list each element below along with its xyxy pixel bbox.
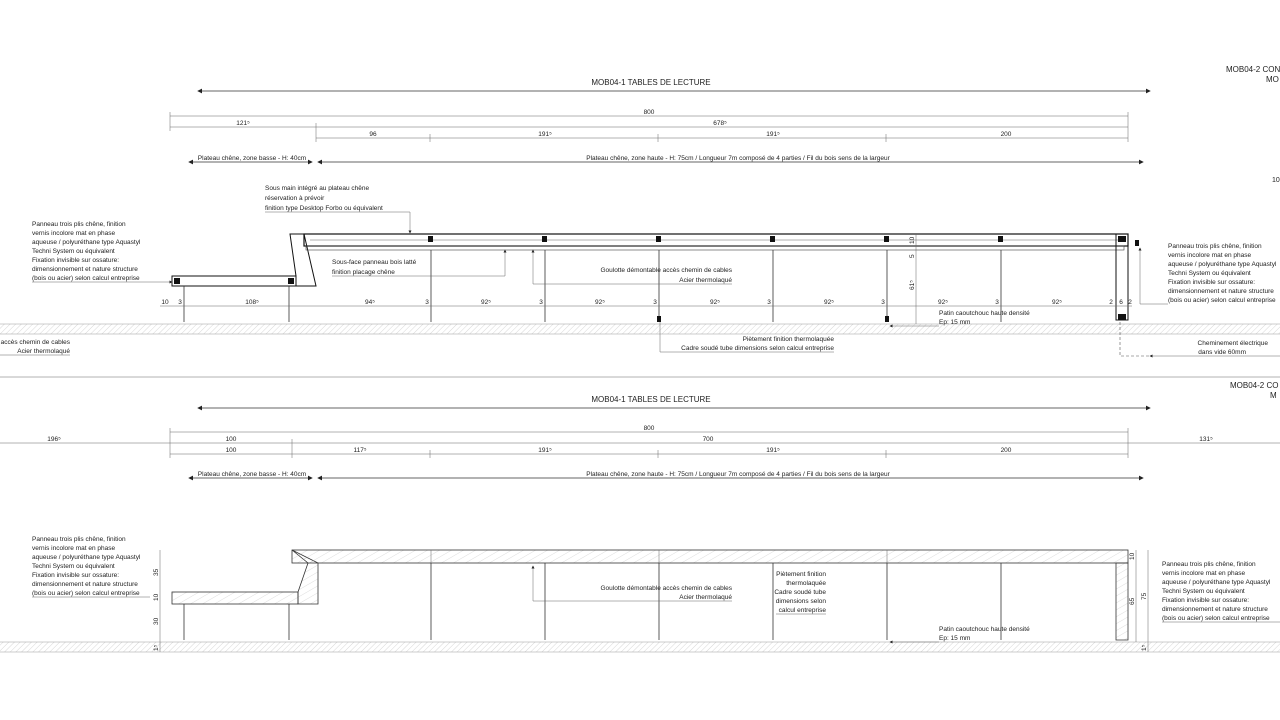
svg-text:3: 3 [767,299,771,306]
svg-text:thermolaquée: thermolaquée [786,580,826,587]
top-dim-b-3: 200 [1000,131,1012,138]
svg-text:Sous-face panneau bois latté: Sous-face panneau bois latté [332,259,417,266]
note-sous-main [265,185,410,233]
svg-text:dimensionnement et nature stru: dimensionnement et nature structure [1162,606,1268,613]
bottom-note-panneau-right [1162,561,1280,622]
svg-text:Acier thermolaqué: Acier thermolaqué [679,594,732,601]
svg-text:aqueuse / polyuréthane type Aq: aqueuse / polyuréthane type Aquastyl [1162,579,1271,586]
svg-text:1⁵: 1⁵ [153,644,160,651]
bottom-dim-left-outer: 196⁵ [47,436,61,443]
bottom-note-patin [890,626,1030,642]
top-dim-a-right: 678⁵ [713,120,727,127]
svg-text:2: 2 [1109,299,1113,306]
svg-text:dimensionnement et nature stru: dimensionnement et nature structure [32,581,138,588]
svg-text:(bois ou acier) selon calcul e: (bois ou acier) selon calcul entreprise [32,590,140,597]
bottom-note-panneau-left [32,536,150,597]
bottom-dim-total: 800 [643,425,655,432]
svg-text:calcul entreprise: calcul entreprise [778,607,826,614]
svg-text:Acier thermolaqué: Acier thermolaqué [679,277,732,284]
svg-text:92⁵: 92⁵ [595,299,605,306]
svg-text:aqueuse / polyuréthane type Aq: aqueuse / polyuréthane type Aquastyl [32,554,141,561]
svg-text:finition type Desktop Forbo ou: finition type Desktop Forbo ou équivalent [265,205,383,212]
svg-text:Techni System ou équivalent: Techni System ou équivalent [1162,588,1245,595]
svg-text:3: 3 [425,299,429,306]
svg-text:Cheminement électrique: Cheminement électrique [1197,340,1268,347]
svg-text:108⁵: 108⁵ [245,299,259,306]
svg-text:3: 3 [178,299,182,306]
top-note-left-edge [0,339,71,355]
svg-text:Techni System ou équivalent: Techni System ou équivalent [1168,270,1251,277]
top-dim-total: 800 [643,109,655,116]
bottom-title: MOB04-1 TABLES DE LECTURE [591,395,711,404]
svg-text:Ep: 15 mm: Ep: 15 mm [939,319,971,326]
top-v-dim-10: 10 [909,236,916,244]
top-dim-b-2: 191⁵ [766,131,780,138]
svg-text:Panneau trois plis chêne, fini: Panneau trois plis chêne, finition [1162,561,1256,568]
bottom-dim-b-4: 200 [1000,447,1012,454]
svg-text:3: 3 [653,299,657,306]
top-dim-a-left: 121⁵ [236,120,250,127]
top-dim-b-0: 96 [369,131,377,138]
svg-text:accès chemin de cables: accès chemin de cables [0,339,70,346]
svg-text:Patin caoutchouc haute densité: Patin caoutchouc haute densité [939,310,1030,317]
bottom-dim-b-3: 191⁵ [766,447,780,454]
bottom-v-dims-left [153,550,160,652]
svg-text:75: 75 [1141,592,1148,600]
bottom-note-pietement [774,571,826,614]
bottom-dim-b-2: 191⁵ [538,447,552,454]
svg-text:92⁵: 92⁵ [481,299,491,306]
bottom-dim-a-left: 100 [225,436,237,443]
svg-text:Fixation invisible sur ossatur: Fixation invisible sur ossature: [32,572,120,579]
top-section [0,65,1280,356]
top-right-title-2: MO [1266,75,1279,84]
svg-text:94⁵: 94⁵ [365,299,375,306]
top-right-title-1: MOB04-2 CON [1226,65,1280,74]
top-zone-high: Plateau chêne, zone haute - H: 75cm / Longueur 7m composé de 4 parties / Fil du bois sens de la largeur [586,155,890,162]
top-dims-row [160,299,1132,306]
svg-text:2: 2 [1128,299,1132,306]
svg-text:finition placage chêne: finition placage chêne [332,269,395,276]
svg-text:dans vide 60mm: dans vide 60mm [1198,349,1246,356]
bottom-right-title-1: MOB04-2 CO [1230,381,1279,390]
svg-text:35: 35 [153,568,160,576]
svg-text:Piètement finition thermolaqué: Piètement finition thermolaquée [742,336,834,343]
svg-text:(bois ou acier) selon calcul e: (bois ou acier) selon calcul entreprise [32,275,140,282]
svg-text:aqueuse / polyuréthane type Aq: aqueuse / polyuréthane type Aquastyl [32,239,141,246]
top-zone-low: Plateau chêne, zone basse - H: 40cm [197,155,307,162]
top-note-panneau-left [32,221,172,282]
svg-text:1⁵: 1⁵ [1141,644,1148,651]
svg-text:6: 6 [1119,299,1123,306]
svg-text:3: 3 [539,299,543,306]
svg-text:vernis incolore mat en phase: vernis incolore mat en phase [32,545,116,552]
svg-text:10: 10 [1129,552,1136,560]
svg-text:dimensionnement et nature stru: dimensionnement et nature structure [1168,288,1274,295]
svg-text:Techni System ou équivalent: Techni System ou équivalent [32,248,115,255]
top-note-panneau-right [1140,243,1277,304]
svg-text:Patin caoutchouc haute densité: Patin caoutchouc haute densité [939,626,1030,633]
top-note-sous-face [332,250,505,276]
svg-text:dimensions selon: dimensions selon [775,598,826,605]
svg-text:Fixation invisible sur ossatur: Fixation invisible sur ossature: [1162,597,1250,604]
svg-text:Fixation invisible sur ossatur: Fixation invisible sur ossature: [1168,279,1256,286]
top-note-patin [890,310,1030,326]
bottom-v-dims-right [1129,550,1148,652]
svg-text:Ep: 15 mm: Ep: 15 mm [939,635,971,642]
svg-text:réservation à prévoir: réservation à prévoir [265,195,325,202]
bottom-dim-right-outer: 131⁵ [1199,436,1213,443]
top-table-structure [172,234,1139,322]
svg-text:92⁵: 92⁵ [1052,299,1062,306]
svg-text:92⁵: 92⁵ [710,299,720,306]
top-dim-b-1: 191⁵ [538,131,552,138]
svg-text:Techni System ou équivalent: Techni System ou équivalent [32,563,115,570]
svg-text:92⁵: 92⁵ [824,299,834,306]
svg-text:(bois ou acier) selon calcul e: (bois ou acier) selon calcul entreprise [1162,615,1270,622]
top-title: MOB04-1 TABLES DE LECTURE [591,78,711,87]
bottom-zone-high: Plateau chêne, zone haute - H: 75cm / Longueur 7m composé de 4 parties / Fil du bois sens de la largeur [586,471,890,478]
svg-text:dimensionnement et nature stru: dimensionnement et nature structure [32,266,138,273]
svg-text:Cadre soudé tube dimensions se: Cadre soudé tube dimensions selon calcul entreprise [681,345,834,352]
svg-text:Goulotte démontable accès chem: Goulotte démontable accès chemin de cables [600,585,732,592]
svg-text:Acier thermolaqué: Acier thermolaqué [17,348,70,355]
svg-text:Panneau trois plis chêne, fini: Panneau trois plis chêne, finition [1168,243,1262,250]
svg-text:10: 10 [161,299,169,306]
svg-text:10: 10 [153,593,160,601]
svg-text:92⁵: 92⁵ [938,299,948,306]
svg-text:vernis incolore mat en phase: vernis incolore mat en phase [1168,252,1252,259]
svg-text:vernis incolore mat en phase: vernis incolore mat en phase [1162,570,1246,577]
top-right-edge-num: 10 [1272,177,1280,184]
svg-text:Piètement finition: Piètement finition [776,571,826,578]
svg-text:3: 3 [995,299,999,306]
top-v-dim-5: 5 [909,254,916,258]
svg-text:(bois ou acier) selon calcul e: (bois ou acier) selon calcul entreprise [1168,297,1276,304]
bottom-zone-low: Plateau chêne, zone basse - H: 40cm [197,471,307,478]
bottom-dim-b-0: 100 [225,447,237,454]
bottom-dim-b-1: 117⁵ [353,447,367,454]
svg-text:30: 30 [153,617,160,625]
svg-text:Sous main intégré au plateau c: Sous main intégré au plateau chêne [265,185,370,192]
top-v-dim-61: 61⁵ [909,280,916,290]
svg-text:Cadre soudé tube: Cadre soudé tube [774,589,826,596]
svg-text:Goulotte démontable accès chem: Goulotte démontable accès chemin de cables [600,267,732,274]
svg-text:65: 65 [1129,597,1136,605]
svg-text:Fixation invisible sur ossatur: Fixation invisible sur ossature: [32,257,120,264]
bottom-dim-a-right: 700 [702,436,714,443]
top-note-goulotte [533,250,733,284]
svg-text:vernis incolore mat en phase: vernis incolore mat en phase [32,230,116,237]
svg-text:aqueuse / polyuréthane type Aq: aqueuse / polyuréthane type Aquastyl [1168,261,1277,268]
svg-text:Panneau trois plis chêne, fini: Panneau trois plis chêne, finition [32,221,126,228]
svg-text:3: 3 [881,299,885,306]
svg-text:Panneau trois plis chêne, fini: Panneau trois plis chêne, finition [32,536,126,543]
bottom-section [0,381,1280,652]
bottom-note-goulotte [533,566,733,601]
bottom-right-title-2: M [1270,391,1277,400]
